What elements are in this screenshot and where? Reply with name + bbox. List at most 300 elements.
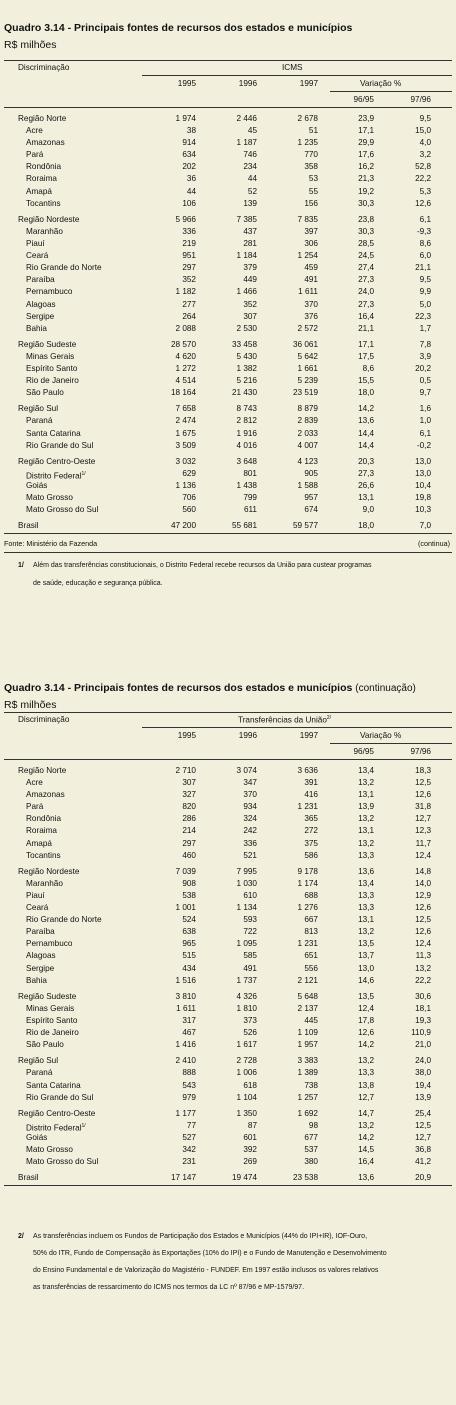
row-value: 10,4	[415, 481, 431, 490]
row-value: 3 810	[175, 992, 196, 1001]
row-label	[26, 1039, 64, 1051]
row-value: 22,3	[415, 312, 431, 321]
row-label	[18, 113, 66, 125]
row-value: 18,0	[358, 388, 374, 397]
row-label	[26, 351, 74, 363]
row-value: 2 137	[297, 1004, 318, 1013]
row-label	[26, 1132, 47, 1144]
row-value: 1,7	[419, 324, 431, 333]
rule-line	[4, 60, 452, 61]
row-value: 4 326	[236, 992, 257, 1001]
group-header-text: ICMS	[282, 63, 303, 72]
row-value: 9,5	[419, 114, 431, 123]
row-label	[26, 286, 72, 298]
row-value: 14,5	[358, 1145, 374, 1154]
state-row	[0, 838, 456, 850]
variacao-header: Variação %	[360, 731, 402, 740]
state-row	[0, 1015, 456, 1027]
row-value: 1 957	[297, 1040, 318, 1049]
row-label-text: Região Sudeste	[18, 340, 77, 349]
row-value: 380	[304, 1157, 318, 1166]
state-row	[0, 387, 456, 399]
state-row	[0, 975, 456, 987]
row-label-text: Pará	[26, 802, 44, 811]
row-value: 8 743	[236, 404, 257, 413]
row-label-text: Minas Gerais	[26, 1004, 75, 1013]
state-row	[0, 351, 456, 363]
row-label-text: Região Centro-Oeste	[18, 457, 96, 466]
row-label-text: Ceará	[26, 251, 49, 260]
row-value: 13,1	[358, 790, 374, 799]
row-value: 7,0	[419, 521, 431, 530]
row-value: 392	[243, 1145, 257, 1154]
row-value: 6,0	[419, 251, 431, 260]
row-value: 28,5	[358, 239, 374, 248]
row-value: 8 879	[297, 404, 318, 413]
row-value: 24,0	[358, 287, 374, 296]
row-value: 17,6	[358, 150, 374, 159]
row-value: 23 538	[292, 1173, 318, 1182]
state-row	[0, 226, 456, 238]
row-value: 13,6	[358, 1173, 374, 1182]
row-label-text: Santa Catarina	[26, 429, 81, 438]
region-row	[0, 866, 456, 878]
row-label	[26, 173, 57, 185]
row-label	[26, 890, 45, 902]
state-row	[0, 238, 456, 250]
row-value: 12,6	[415, 790, 431, 799]
state-row	[0, 173, 456, 185]
row-label	[26, 950, 56, 962]
row-value: 1 389	[297, 1068, 318, 1077]
row-value: 20,9	[415, 1173, 431, 1182]
row-value: 44	[247, 174, 257, 183]
discriminacao-header: Discriminação	[18, 63, 70, 72]
row-value: 269	[243, 1157, 257, 1166]
row-label-text: Amazonas	[26, 138, 65, 147]
row-value: 905	[304, 469, 318, 478]
row-value: 13,0	[358, 964, 374, 973]
footnote-line: do Ensino Fundamental e de Valorização do Magistério - FUNDEF. Em 1997 estão inclusos os valores relativos	[33, 1267, 379, 1274]
row-value: 307	[182, 778, 196, 787]
row-value: 722	[243, 927, 257, 936]
row-value: 799	[243, 493, 257, 502]
row-value: 17,1	[358, 340, 374, 349]
region-row	[0, 214, 456, 226]
row-value: 52	[247, 187, 257, 196]
row-label	[26, 387, 64, 399]
row-value: 813	[304, 927, 318, 936]
row-value: 449	[243, 275, 257, 284]
row-value: 5 216	[236, 376, 257, 385]
row-value: 1 104	[236, 1093, 257, 1102]
row-label-text: Espírito Santo	[26, 1016, 78, 1025]
row-value: 706	[182, 493, 196, 502]
state-row	[0, 1039, 456, 1051]
row-value: 0,5	[419, 376, 431, 385]
row-label-text: Região Nordeste	[18, 867, 80, 876]
row-value: 30,3	[358, 227, 374, 236]
state-row	[0, 1156, 456, 1168]
row-label-text: Amapá	[26, 187, 52, 196]
row-label-text: Maranhão	[26, 227, 63, 236]
row-value: 965	[182, 939, 196, 948]
row-value: 370	[243, 790, 257, 799]
row-value: 9,9	[419, 287, 431, 296]
state-row	[0, 890, 456, 902]
state-row	[0, 161, 456, 173]
row-value: 24,0	[415, 1056, 431, 1065]
state-row	[0, 1067, 456, 1079]
row-value: 44	[186, 187, 196, 196]
row-value: 1 611	[298, 287, 318, 296]
row-label-text: Paraíba	[26, 927, 55, 936]
row-label-text: Rio Grande do Sul	[26, 441, 94, 450]
row-label	[26, 902, 48, 914]
row-value: 434	[182, 964, 196, 973]
row-value: 36,8	[415, 1145, 431, 1154]
row-value: 888	[182, 1068, 196, 1077]
footnote-line: Além das transferências constitucionais, o Distrito Federal recebe recursos da União para custear programas	[33, 562, 372, 569]
row-value: 23,9	[358, 114, 374, 123]
variacao-col-header: 96/95	[353, 95, 374, 104]
row-label	[18, 214, 79, 226]
row-value: 14,0	[415, 879, 431, 888]
row-label	[26, 813, 61, 825]
row-value: 352	[243, 300, 257, 309]
row-value: 23,8	[358, 215, 374, 224]
row-value: 12,3	[415, 826, 431, 835]
row-value: 16,2	[358, 162, 374, 171]
row-value: 297	[182, 263, 196, 272]
row-value: 618	[243, 1081, 257, 1090]
row-label	[18, 765, 66, 777]
row-label-text: Rio Grande do Sul	[26, 1093, 94, 1102]
row-value: 543	[182, 1081, 196, 1090]
row-value: 13,5	[358, 939, 374, 948]
rule-line	[4, 107, 452, 108]
row-value: 677	[304, 1133, 318, 1142]
row-value: 7 995	[236, 867, 257, 876]
row-label	[18, 991, 76, 1003]
row-value: 41,2	[415, 1157, 431, 1166]
state-row	[0, 468, 456, 480]
row-value: 526	[243, 1028, 257, 1037]
row-label-text: Alagoas	[26, 951, 56, 960]
row-value: 19,8	[415, 493, 431, 502]
row-value: 33 458	[231, 340, 257, 349]
row-value: 5 642	[297, 352, 318, 361]
row-label-text: São Paulo	[26, 388, 64, 397]
row-value: 21 430	[231, 388, 257, 397]
state-row	[0, 286, 456, 298]
row-value: 537	[304, 1145, 318, 1154]
row-value: 13,6	[358, 416, 374, 425]
row-label	[26, 1015, 77, 1027]
region-row	[0, 1055, 456, 1067]
footnote-marker: 1/	[18, 562, 24, 569]
state-row	[0, 902, 456, 914]
row-value: 11,7	[415, 839, 431, 848]
row-value: 307	[243, 312, 257, 321]
row-label-text: Mato Grosso	[26, 493, 73, 502]
row-value: 9,7	[419, 388, 431, 397]
row-value: 77	[186, 1121, 196, 1130]
row-label	[26, 311, 54, 323]
row-value: 25,4	[415, 1109, 431, 1118]
row-value: 9,0	[362, 505, 374, 514]
row-value: 1 231	[297, 802, 318, 811]
row-value: 12,6	[358, 1028, 374, 1037]
row-label	[26, 323, 47, 335]
row-value: 391	[304, 778, 318, 787]
rule-line	[142, 75, 452, 76]
row-value: 13,3	[358, 903, 374, 912]
row-value: 12,4	[358, 1004, 374, 1013]
row-value: 10,3	[415, 505, 431, 514]
row-value: 2 678	[297, 114, 318, 123]
state-row	[0, 789, 456, 801]
row-value: 13,1	[358, 826, 374, 835]
row-value: 15,5	[358, 376, 374, 385]
row-value: 21,0	[415, 1040, 431, 1049]
row-label-text: Mato Grosso	[26, 1145, 73, 1154]
group-header	[282, 63, 302, 72]
row-value: 1 174	[297, 879, 318, 888]
row-value: 12,6	[415, 903, 431, 912]
row-value: 521	[243, 851, 257, 860]
row-value: 14,7	[358, 1109, 374, 1118]
row-value: 7,8	[419, 340, 431, 349]
row-value: 1 350	[236, 1109, 257, 1118]
unit-label: R$ milhões	[4, 699, 57, 711]
row-value: 12,5	[415, 1121, 431, 1130]
row-value: 53	[308, 174, 318, 183]
row-value: 908	[182, 879, 196, 888]
row-value: 979	[182, 1093, 196, 1102]
row-label-text: Distrito Federal	[26, 1123, 82, 1133]
year-header: 1995	[177, 731, 196, 740]
row-value: 12,6	[415, 927, 431, 936]
row-label-text: Rio Grande do Norte	[26, 915, 102, 924]
state-row	[0, 801, 456, 813]
row-value: 1 516	[175, 976, 196, 985]
row-value: 317	[182, 1016, 196, 1025]
row-label-text: Mato Grosso do Sul	[26, 505, 99, 514]
state-row	[0, 492, 456, 504]
row-label	[26, 963, 54, 975]
row-value: 29,9	[358, 138, 374, 147]
row-value: 36	[186, 174, 196, 183]
state-row	[0, 198, 456, 210]
row-value: 13,9	[358, 802, 374, 811]
row-value: 524	[182, 915, 196, 924]
row-label	[26, 938, 72, 950]
rule-line	[4, 533, 452, 534]
row-label	[18, 1108, 95, 1120]
row-value: 2 812	[236, 416, 257, 425]
state-row	[0, 1003, 456, 1015]
row-value: 12,7	[415, 1133, 431, 1142]
row-value: 12,7	[358, 1093, 374, 1102]
row-value: 234	[243, 162, 257, 171]
row-value: 1 134	[236, 903, 257, 912]
row-value: 1 231	[297, 939, 318, 948]
row-value: 373	[243, 1016, 257, 1025]
row-value: 611	[243, 505, 257, 514]
row-value: 47 200	[170, 521, 196, 530]
row-value: 585	[243, 951, 257, 960]
row-value: 1 416	[175, 1040, 196, 1049]
state-row	[0, 813, 456, 825]
row-value: 4 007	[297, 441, 318, 450]
row-value: 746	[243, 150, 257, 159]
footnote-ref: 1/	[81, 1123, 86, 1129]
row-value: 1 272	[175, 364, 196, 373]
row-value: 460	[182, 851, 196, 860]
row-label	[26, 777, 43, 789]
row-label	[26, 137, 65, 149]
row-value: 19 474	[231, 1173, 257, 1182]
continua-note: (continua)	[418, 539, 450, 548]
row-value: 5,3	[419, 187, 431, 196]
row-value: 7 385	[236, 215, 257, 224]
row-value: 3 636	[297, 766, 318, 775]
year-header: 1997	[299, 731, 318, 740]
row-value: 629	[182, 469, 196, 478]
row-value: 27,4	[358, 263, 374, 272]
row-value: 1 257	[297, 1093, 318, 1102]
row-label	[26, 480, 47, 492]
row-value: 11,3	[415, 951, 431, 960]
region-row	[0, 456, 456, 468]
row-value: 5 966	[175, 215, 196, 224]
row-value: 738	[304, 1081, 318, 1090]
state-row	[0, 850, 456, 862]
row-value: 1 095	[236, 939, 257, 948]
row-label-text: Rondônia	[26, 814, 62, 823]
state-row	[0, 1080, 456, 1092]
row-value: 491	[243, 964, 257, 973]
row-label-text: Distrito Federal	[26, 471, 82, 481]
row-label-text: Sergipe	[26, 964, 55, 973]
row-value: 20,2	[415, 364, 431, 373]
region-row	[0, 1172, 456, 1184]
row-value: 4 620	[175, 352, 196, 361]
row-value: 12,4	[415, 851, 431, 860]
row-label	[26, 375, 79, 387]
variacao-col-header: 97/96	[410, 747, 431, 756]
row-label-text: Minas Gerais	[26, 352, 75, 361]
row-value: 324	[243, 814, 257, 823]
row-label-text: Sergipe	[26, 312, 55, 321]
row-value: 14,2	[358, 1133, 374, 1142]
row-label-text: Pernambuco	[26, 939, 73, 948]
row-label-text: Brasil	[18, 521, 39, 530]
row-label-text: Roraima	[26, 174, 57, 183]
row-value: 27,3	[358, 469, 374, 478]
row-value: 1 187	[236, 138, 257, 147]
row-value: 13,8	[358, 1081, 374, 1090]
row-value: 15,0	[415, 126, 431, 135]
row-value: 934	[243, 802, 257, 811]
state-row	[0, 825, 456, 837]
row-label	[26, 789, 65, 801]
row-value: 8,6	[362, 364, 374, 373]
row-value: 2 410	[175, 1056, 196, 1065]
row-label	[26, 428, 81, 440]
row-label	[26, 440, 93, 452]
row-value: 13,3	[358, 891, 374, 900]
row-label	[26, 415, 52, 427]
row-label-text: Piauí	[26, 239, 45, 248]
row-label-text: Amapá	[26, 839, 52, 848]
row-value: 106	[182, 199, 196, 208]
row-value: 327	[182, 790, 196, 799]
row-value: 59 577	[292, 521, 318, 530]
state-row	[0, 777, 456, 789]
row-label-text: Região Norte	[18, 114, 67, 123]
row-label	[26, 1003, 74, 1015]
row-value: 19,2	[358, 187, 374, 196]
row-value: 16,4	[358, 1157, 374, 1166]
row-value: 17 147	[170, 1173, 196, 1182]
row-value: 9 178	[297, 867, 318, 876]
state-row	[0, 299, 456, 311]
row-value: 13,7	[358, 951, 374, 960]
row-value: 13,0	[415, 469, 431, 478]
row-value: 467	[182, 1028, 196, 1037]
state-row	[0, 323, 456, 335]
row-value: 13,3	[358, 851, 374, 860]
row-value: 397	[304, 227, 318, 236]
row-value: 17,1	[358, 126, 374, 135]
row-value: 352	[182, 275, 196, 284]
state-row	[0, 415, 456, 427]
row-label	[18, 1172, 38, 1184]
row-label	[26, 878, 63, 890]
row-value: 22,2	[415, 976, 431, 985]
row-value: 98	[308, 1121, 318, 1130]
row-value: 19,3	[415, 1016, 431, 1025]
rule-line	[4, 712, 452, 713]
row-value: 13,0	[415, 457, 431, 466]
row-value: 358	[304, 162, 318, 171]
state-row	[0, 963, 456, 975]
footnote-line: as transferências de ressarcimento do ICMS nos termos da LC nº 87/96 e MP-1579/97.	[33, 1284, 305, 1291]
footnote-line: de saúde, educação e segurança pública.	[33, 580, 163, 587]
row-value: 231	[182, 1157, 196, 1166]
row-value: 52,8	[415, 162, 431, 171]
footnote-line: 50% do ITR, Fundo de Compensação às Exportações (10% do IPI) e o Fundo de Manutenção e Desenvolvimento	[33, 1250, 387, 1257]
row-value: 38	[186, 126, 196, 135]
row-label	[18, 403, 58, 415]
row-value: 306	[304, 239, 318, 248]
row-value: 2 033	[297, 429, 318, 438]
row-value: 445	[304, 1016, 318, 1025]
footnote-ref: 1/	[81, 471, 86, 477]
row-label-text: Rio de Janeiro	[26, 376, 79, 385]
row-value: 286	[182, 814, 196, 823]
row-value: 1 438	[236, 481, 257, 490]
variacao-col-header: 97/96	[410, 95, 431, 104]
row-value: 2 088	[175, 324, 196, 333]
row-value: 18 164	[170, 388, 196, 397]
row-value: 30,6	[415, 992, 431, 1001]
row-value: 1 737	[236, 976, 257, 985]
footnote-line: As transferências incluem os Fundos de Participação dos Estados e Municípios (44% do IPI+IR), IOF-Ouro,	[33, 1233, 368, 1240]
row-label-text: Região Centro-Oeste	[18, 1109, 96, 1118]
